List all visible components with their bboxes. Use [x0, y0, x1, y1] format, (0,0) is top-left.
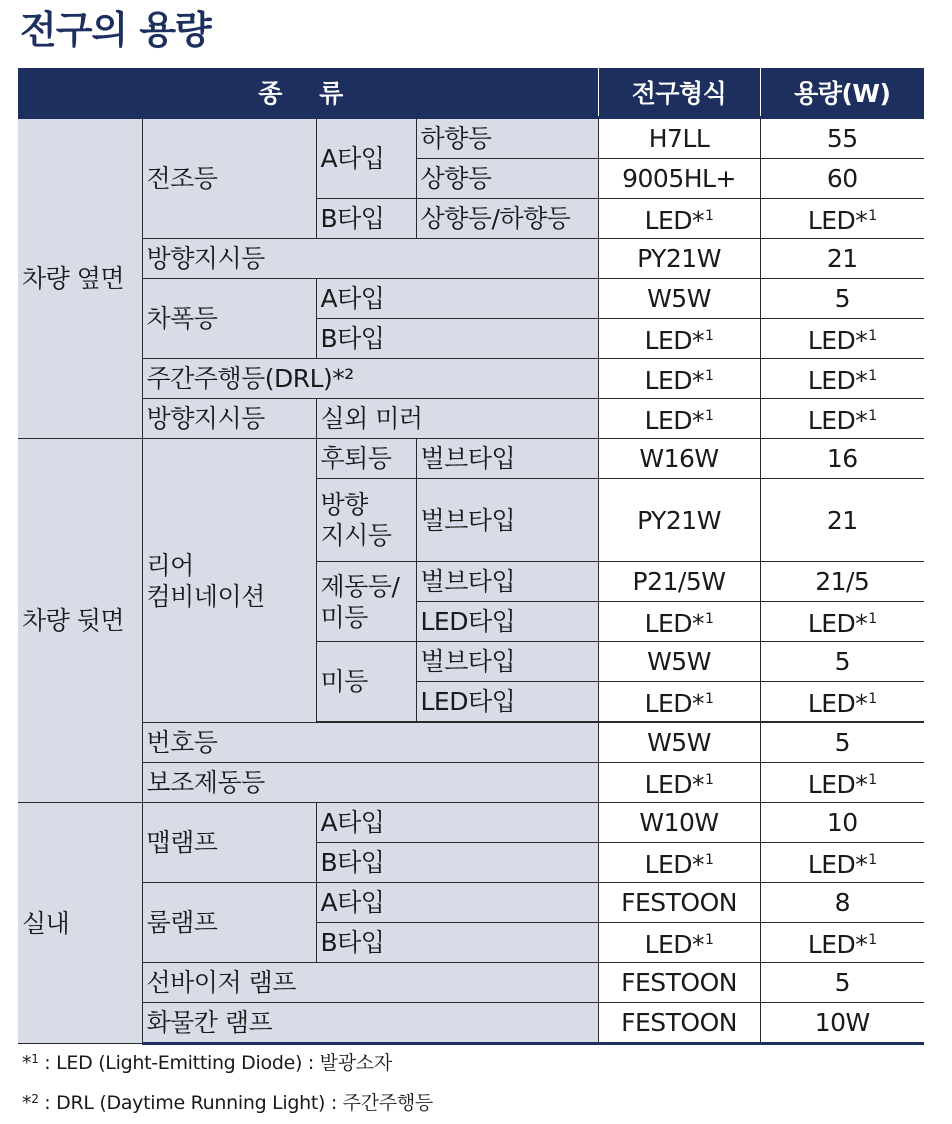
cell-bulb: LED*$^1$	[598, 199, 760, 239]
page-title: 전구의 용량	[20, 8, 211, 52]
cell-b-type: B타입	[316, 843, 598, 883]
cell-capacity: LED*$^1$	[760, 602, 924, 642]
table-row	[18, 359, 924, 399]
cell-stop-tail: 제동등/ 미등	[316, 562, 416, 642]
cell-bulb: FESTOON	[598, 963, 760, 1003]
cell-bulb: PY21W	[598, 239, 760, 279]
cell-capacity: LED*$^1$	[760, 199, 924, 239]
cell-a-type: A타입	[316, 118, 416, 199]
cell-bulb: LED*$^1$	[598, 682, 760, 722]
cell-led-type: LED타입	[416, 682, 598, 722]
row-cargo-lamp: 화물칸 램프	[142, 1003, 598, 1044]
cell-bulb: LED*$^1$	[598, 359, 760, 399]
cell-capacity: 55	[760, 118, 924, 159]
cell-capacity: 16	[760, 439, 924, 479]
row-headlamp: 전조등	[142, 118, 316, 239]
cell-capacity: 5	[760, 279, 924, 319]
row-map-lamp: 맵램프	[142, 803, 316, 883]
cell-high-low-beam: 상향등/하향등	[416, 199, 598, 239]
cell-capacity: 60	[760, 159, 924, 199]
cell-high-beam: 상향등	[416, 159, 598, 199]
group-rear: 차량 뒷면	[18, 439, 142, 803]
cell-bulb: LED*$^1$	[598, 843, 760, 883]
cell-turn-signal-split: 방향 지시등	[316, 479, 416, 562]
cell-bulb-type: 벌브타입	[416, 642, 598, 682]
cell-capacity: 21/5	[760, 562, 924, 602]
cell-capacity: 10W	[760, 1003, 924, 1044]
cell-b-type: B타입	[316, 319, 598, 359]
table-row	[18, 963, 924, 1003]
cell-bulb: W16W	[598, 439, 760, 479]
cell-capacity: 5	[760, 642, 924, 682]
table-row	[18, 723, 924, 763]
header-bulb-type: 전구형식	[598, 68, 760, 118]
cell-bulb: PY21W	[598, 479, 760, 562]
cell-capacity: LED*$^1$	[760, 923, 924, 963]
cell-capacity: 5	[760, 723, 924, 763]
cell-bulb: FESTOON	[598, 1003, 760, 1044]
cell-capacity: 21	[760, 479, 924, 562]
cell-capacity: 5	[760, 963, 924, 1003]
cell-bulb: 9005HL+	[598, 159, 760, 199]
table-row	[18, 763, 924, 803]
row-license-lamp: 번호등	[142, 723, 598, 763]
cell-bulb: LED*$^1$	[598, 923, 760, 963]
cell-bulb: W10W	[598, 803, 760, 843]
cell-capacity: LED*$^1$	[760, 763, 924, 803]
cell-bulb: W5W	[598, 279, 760, 319]
cell-bulb: LED*$^1$	[598, 602, 760, 642]
header-type: 종 류	[18, 68, 598, 118]
row-turn-signal-mirror: 방향지시등	[142, 399, 316, 439]
table-row	[18, 399, 924, 439]
cell-b-type: B타입	[316, 199, 416, 239]
cell-bulb-type: 벌브타입	[416, 479, 598, 562]
row-turn-signal: 방향지시등	[142, 239, 598, 279]
cell-bulb: W5W	[598, 723, 760, 763]
cell-bulb: W5W	[598, 642, 760, 682]
cell-bulb: FESTOON	[598, 883, 760, 923]
row-sunvisor-lamp: 선바이저 램프	[142, 963, 598, 1003]
footnotes	[22, 1044, 433, 1124]
table-row	[18, 239, 924, 279]
table-row	[18, 1003, 924, 1044]
footnote-1: *$^1$ : LED (Light-Emitting Diode) : 발광소자	[22, 1052, 392, 1074]
cell-capacity: 10	[760, 803, 924, 843]
cell-bulb: H7LL	[598, 118, 760, 159]
cell-a-type: A타입	[316, 883, 598, 923]
cell-capacity: LED*$^1$	[760, 319, 924, 359]
cell-capacity: 8	[760, 883, 924, 923]
bulb-capacity-table	[18, 68, 924, 1045]
cell-capacity: 21	[760, 239, 924, 279]
table-row	[18, 439, 924, 479]
table-row	[18, 118, 924, 159]
table-header-row	[18, 68, 924, 118]
cell-capacity: LED*$^1$	[760, 682, 924, 722]
cell-bulb-type: 벌브타입	[416, 439, 598, 479]
cell-a-type: A타입	[316, 279, 598, 319]
group-interior: 실내	[18, 803, 142, 1044]
row-aux-stop-lamp: 보조제동등	[142, 763, 598, 803]
cell-bulb: LED*$^1$	[598, 763, 760, 803]
row-room-lamp: 룸램프	[142, 883, 316, 963]
cell-bulb: P21/5W	[598, 562, 760, 602]
cell-a-type: A타입	[316, 803, 598, 843]
header-capacity: 용량(W)	[760, 68, 924, 118]
row-rear-combination: 리어 컴비네이션	[142, 439, 316, 723]
cell-low-beam: 하향등	[416, 118, 598, 159]
cell-bulb: LED*$^1$	[598, 319, 760, 359]
cell-capacity: LED*$^1$	[760, 399, 924, 439]
group-side: 차량 옆면	[18, 118, 142, 439]
cell-led-type: LED타입	[416, 602, 598, 642]
cell-outside-mirror: 실외 미러	[316, 399, 598, 439]
cell-tail-lamp: 미등	[316, 642, 416, 722]
cell-backup-lamp: 후퇴등	[316, 439, 416, 479]
table-row	[18, 279, 924, 319]
row-drl: 주간주행등(DRL)*²	[142, 359, 598, 399]
footnote-2: *$^2$ : DRL (Daytime Running Light) : 주간주행등	[22, 1092, 433, 1114]
row-position-lamp: 차폭등	[142, 279, 316, 359]
cell-bulb-type: 벌브타입	[416, 562, 598, 602]
cell-capacity: LED*$^1$	[760, 843, 924, 883]
cell-bulb: LED*$^1$	[598, 399, 760, 439]
cell-capacity: LED*$^1$	[760, 359, 924, 399]
cell-b-type: B타입	[316, 923, 598, 963]
table-row	[18, 883, 924, 923]
table-row	[18, 803, 924, 843]
